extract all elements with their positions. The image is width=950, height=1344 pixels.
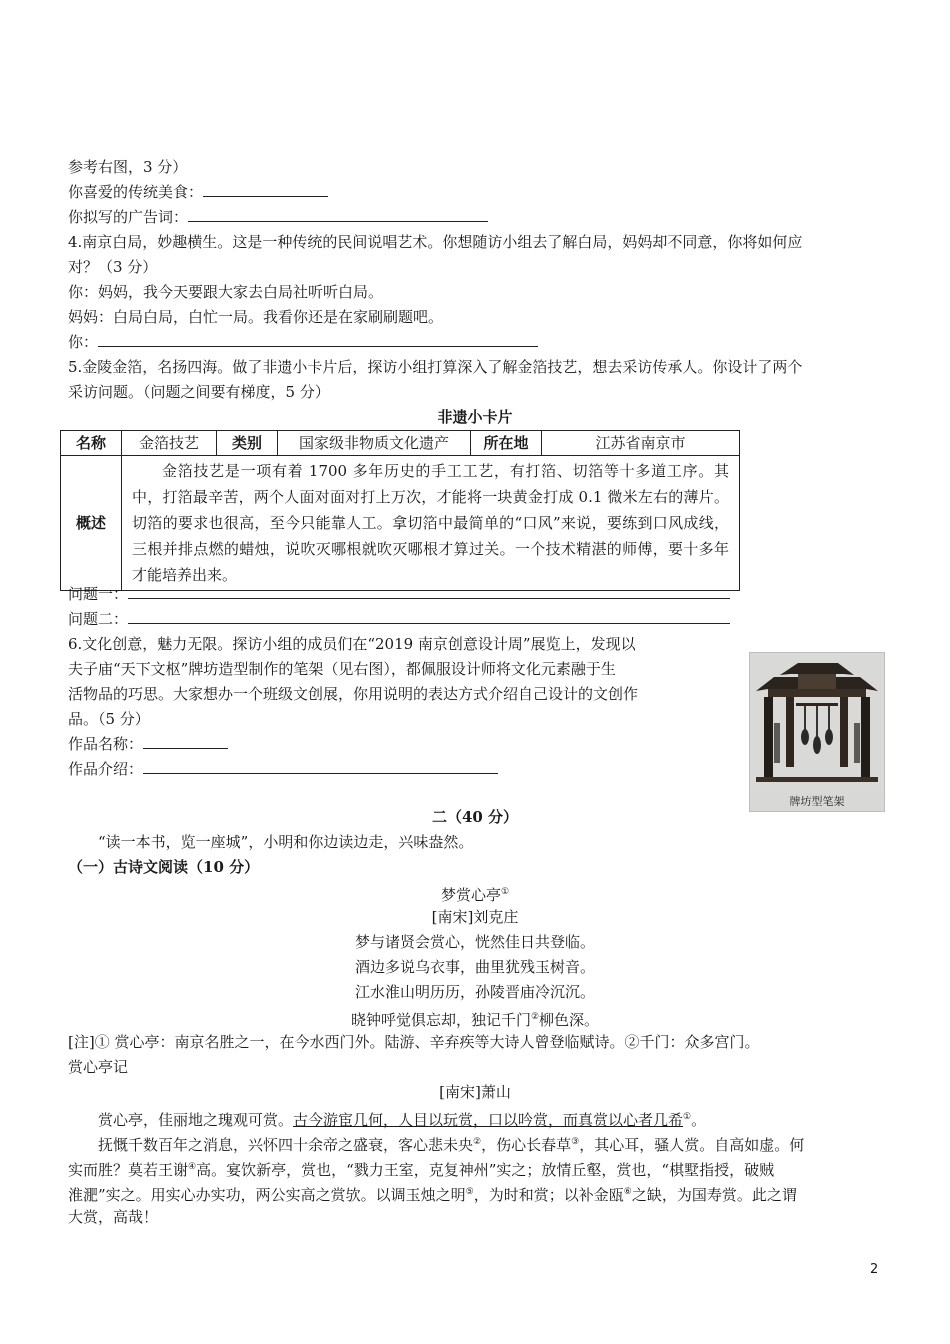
- page-number: 2: [870, 1262, 879, 1277]
- card-summary-text: 金箔技艺是一项有着 1700 多年历史的手工工艺，有打箔、切箔等十多道工序。其中，打箔最辛苦，两个人面对面对打上万次，才能将一块黄金打成 0.1 微米左右的薄片。切箔的要求也很高，至今只能靠人工。拿切箔中最简单的“口风”来说，要练到口风成线，三根并排点燃的蜡烛，说吹灭哪根就吹灭哪根才算过关。一个技术精湛的师傅，要十多年才能培养出来。: [132, 462, 729, 584]
- q5-line1: 5.金陵金箔，名扬四海。做了非遗小卡片后，探访小组打算深入了解金箔技艺，想去采访传承人。你设计了两个: [68, 358, 803, 376]
- poem-note: [注]① 赏心亭：南京名胜之一，在今水西门外。陆游、辛弃疾等大诗人曾登临赋诗。②千门：众多宫门。: [68, 1033, 760, 1051]
- essay-p1-end: 。: [691, 1111, 707, 1129]
- slogan-line: [68, 205, 488, 229]
- essay-p2-l3b: ，为时和赏；以补金瓯: [473, 1186, 624, 1204]
- essay-title: 赏心亭记: [68, 1058, 129, 1076]
- favorite-food-blank[interactable]: [203, 180, 328, 197]
- card-title: 非遗小卡片: [437, 408, 513, 426]
- section2-subheading: （一）古诗文阅读（10 分）: [68, 858, 260, 876]
- essay-p2-mark2: ②: [473, 1137, 482, 1147]
- q6-line3: 活物品的巧思。大家想办一个班级文创展，你用说明的表达方式介绍自己设计的文创作: [68, 685, 639, 703]
- essay-p1-underlined: 古今游宦几何，人目以玩赏，口以吟赏，而真赏以心者几希: [293, 1111, 684, 1129]
- poem-line-4-part1: 晓钟呼觉俱忘却，独记千门: [350, 1011, 531, 1029]
- essay-p2-l3c: 之缺，为国寿赏。此之谓: [631, 1186, 797, 1204]
- poem-line-3: 江水淮山明历历，孙陵晋庙冷沉沉。: [354, 983, 595, 1001]
- q4-dialogue-mom: 妈妈：白局白局，白忙一局。我看你还是在家刷刷题吧。: [68, 308, 444, 326]
- poem-line-4-mark: ②: [530, 1012, 540, 1022]
- q6-line1: 6.文化创意，魅力无限。探访小组的成员们在“2019 南京创意设计周”展览上，发现以: [68, 635, 636, 653]
- photo-caption: 牌坊型笔架: [789, 795, 845, 808]
- q6-line2: 夫子庙“天下文枢”牌坊造型制作的笔架（见右图），都佩服设计师将文化元素融于生: [68, 660, 616, 678]
- q4-answer-line: [68, 330, 538, 354]
- card-header-row: [61, 431, 740, 456]
- favorite-food-line: [68, 180, 328, 204]
- q5-line2: 采访问题。（问题之间要有梯度，5 分）: [68, 383, 330, 401]
- q4-you2-label: 你：: [68, 333, 99, 351]
- essay-p2-l2b: 高。宴饮新亭，赏也，“戮力王室，克复神州”实之；放情丘壑，赏也，“棋墅指授，破贼: [196, 1161, 775, 1179]
- card-summary-label: 概述: [61, 456, 122, 591]
- essay-p2-mark6: ⑥: [623, 1187, 632, 1197]
- work-name-line: [68, 732, 228, 756]
- slogan-label: 你拟写的广告词：: [68, 208, 189, 226]
- poem-line-1: 梦与诸贤会赏心，恍然佳日共登临。: [354, 933, 595, 951]
- question2-blank[interactable]: [128, 607, 730, 624]
- card-type-label: 类别: [217, 431, 278, 456]
- favorite-food-label: 你喜爱的传统美食：: [68, 183, 204, 201]
- poem-line-4: [0, 1005, 950, 1032]
- archway-pen-holder-photo: [749, 652, 885, 812]
- essay-p2-line3: [68, 1180, 797, 1207]
- poem-line-2: 酒边多说乌衣事，曲里犹残玉树音。: [354, 958, 595, 976]
- card-location-value: 江苏省南京市: [542, 431, 740, 456]
- card-type-value: 国家级非物质文化遗产: [278, 431, 471, 456]
- essay-p2-line1: [98, 1130, 804, 1157]
- essay-author: [南宋]萧山: [439, 1083, 511, 1101]
- question2-label: 问题二：: [68, 610, 129, 628]
- essay-p1-mark: ①: [683, 1112, 692, 1122]
- poem-line-4-part2: 柳色深。: [539, 1011, 600, 1029]
- work-name-blank[interactable]: [143, 732, 228, 749]
- slogan-blank[interactable]: [188, 205, 488, 222]
- work-intro-blank[interactable]: [143, 757, 498, 774]
- essay-p1-text: 赏心亭，佳丽地之瑰观可赏。: [98, 1111, 294, 1129]
- ref-note: 参考右图，3 分）: [68, 158, 188, 176]
- section2-heading: 二（40 分）: [431, 808, 519, 826]
- card-summary-cell: [122, 456, 740, 591]
- poem-title-text: 梦赏心亭: [440, 886, 501, 904]
- q4-answer-blank[interactable]: [98, 330, 538, 347]
- heritage-card-table: [60, 430, 740, 591]
- work-intro-line: [68, 757, 498, 781]
- q6-line4: 品。（5 分）: [68, 710, 150, 728]
- poem-author: [南宋]刘克庄: [431, 908, 519, 926]
- essay-p2-l1a: 抚慨千数百年之消息，兴怀四十余帝之盛衰，客心悲未央: [98, 1136, 474, 1154]
- question1-label: 问题一：: [68, 585, 129, 603]
- poem-title-footnote-mark: ①: [500, 887, 510, 897]
- archway-illustration: [750, 653, 884, 793]
- essay-p2-mark3: ③: [571, 1137, 580, 1147]
- poem-title: [0, 880, 950, 907]
- essay-p2-mark5: ⑤: [465, 1187, 474, 1197]
- essay-p2-line4: 大赏，高哉！: [68, 1208, 159, 1226]
- card-name-label: 名称: [61, 431, 122, 456]
- essay-p2-mark4: ④: [188, 1162, 197, 1172]
- question2-line: [68, 607, 730, 631]
- question1-blank[interactable]: [128, 582, 730, 599]
- essay-p2-l2a: 实而胜？莫若王谢: [68, 1161, 189, 1179]
- work-intro-label: 作品介绍：: [68, 760, 144, 778]
- card-name-value: 金箔技艺: [122, 431, 217, 456]
- q4-line1: 4.南京白局，妙趣横生。这是一种传统的民间说唱艺术。你想随访小组去了解白局，妈妈却不同意，你将如何应: [68, 233, 803, 251]
- essay-p2-l3a: 淮淝”实之。用实心办实功，两公实高之赏欤。以调玉烛之明: [68, 1186, 466, 1204]
- question1-line: [68, 582, 730, 606]
- essay-paragraph-1: [98, 1105, 706, 1132]
- essay-p2-l1b: ，伤心长春草: [481, 1136, 572, 1154]
- card-summary-row: [61, 456, 740, 591]
- q4-dialogue-you1: 你：妈妈，我今天要跟大家去白局社听听白局。: [68, 283, 384, 301]
- q4-line2: 对？（3 分）: [68, 258, 158, 276]
- essay-p2-line2: [68, 1155, 774, 1182]
- work-name-label: 作品名称：: [68, 735, 144, 753]
- section2-intro: “读一本书，览一座城”，小明和你边读边走，兴味盎然。: [98, 833, 474, 851]
- card-location-label: 所在地: [471, 431, 542, 456]
- essay-p2-l1c: ，其心耳，骚人赏。自高如虚。何: [579, 1136, 805, 1154]
